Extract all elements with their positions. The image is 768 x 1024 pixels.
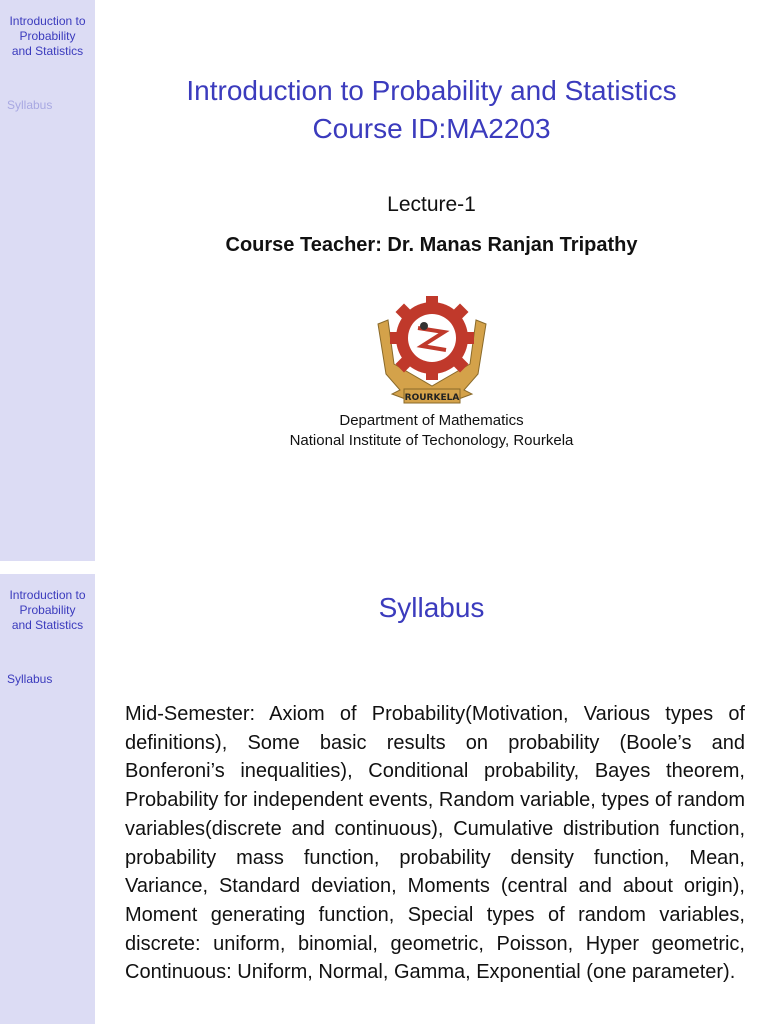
nit-rourkela-emblem-icon: [374, 294, 490, 408]
syllabus-body: Mid-Semester: Axiom of Probability(Motivation, Various types of definitions), Some basic results on probability (Boole’s and Bonferoni’s inequalities), Conditional probability, Bayes theorem, Probability for independent events, Random variable, types of random variables(discrete and continuous), Cumulative distribution function, probability mass function, probability density function, Mean, Variance, Standard deviation, Moments (central and about origin), Moment generating function, Special types of random variables, discrete: uniform, binomial, geometric, Poisson, Hyper geometric, Continuous: Uniform, Normal, Gamma, Exponential (one parameter).: [125, 703, 745, 984]
sidebar-item-syllabus[interactable]: Syllabus: [7, 98, 53, 112]
lecture-label: Lecture-1: [387, 193, 476, 216]
sidebar: [0, 0, 95, 561]
sidebar-title-line: Introduction to: [9, 588, 86, 602]
svg-text:ROURKELA: ROURKELA: [404, 393, 460, 403]
title-line: Introduction to Probability and Statistics: [186, 75, 677, 106]
department-info: [95, 411, 768, 451]
slide-title: Syllabus: [378, 592, 485, 623]
sidebar-title-line: Probability: [19, 603, 76, 617]
institute-line: National Institute of Techonology, Rourkela: [289, 432, 574, 449]
title-line: Course ID:MA2203: [312, 113, 551, 144]
sidebar-title-link[interactable]: [0, 14, 95, 59]
department-line: Department of Mathematics: [339, 412, 524, 429]
course-teacher: Course Teacher: Dr. Manas Ranjan Tripathy: [225, 234, 638, 256]
sidebar: [0, 574, 95, 1024]
sidebar-title-line: and Statistics: [11, 618, 84, 632]
sidebar-title-line: Introduction to: [9, 14, 86, 28]
syllabus-slide: [0, 574, 768, 1024]
sidebar-title-line: and Statistics: [11, 44, 84, 58]
slide-separator: [0, 561, 768, 574]
slide-title: [95, 72, 768, 148]
sidebar-title-line: Probability: [19, 29, 76, 43]
sidebar-item-syllabus[interactable]: Syllabus: [7, 672, 53, 686]
sidebar-title-link[interactable]: [0, 588, 95, 633]
